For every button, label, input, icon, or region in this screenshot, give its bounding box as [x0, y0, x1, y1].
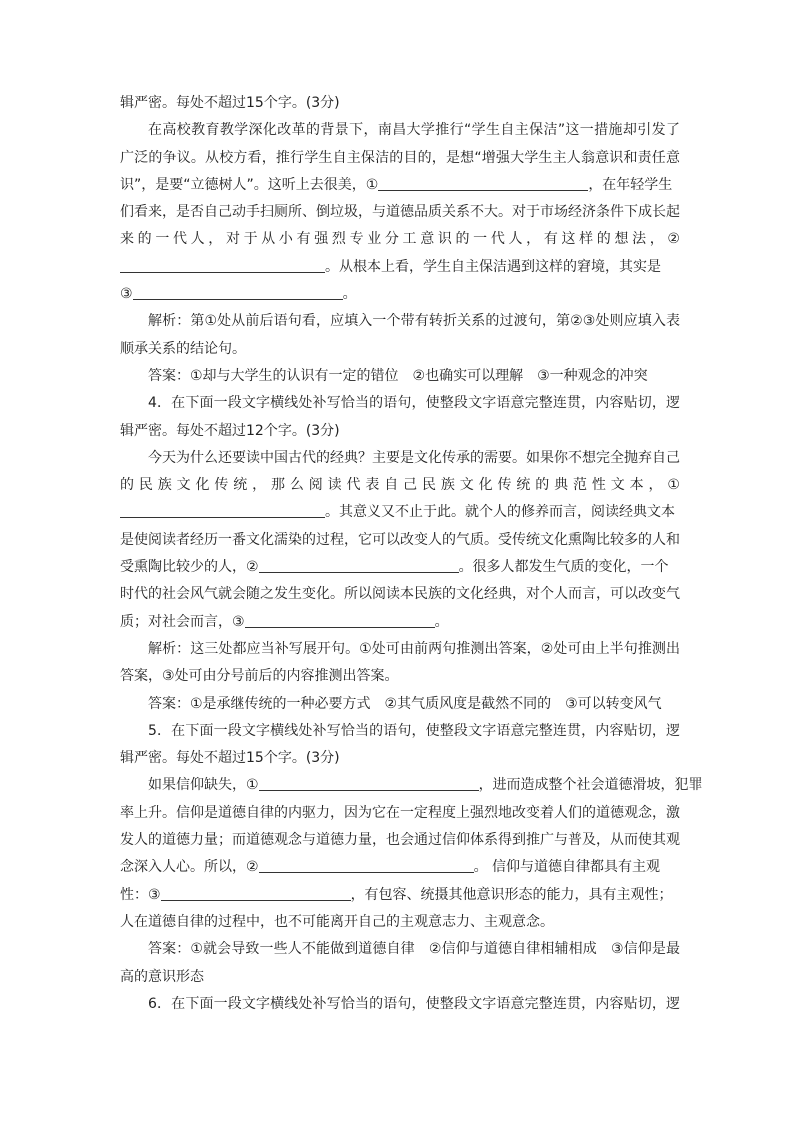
answer-line: 答案：①是承继传统的一种必要方式 ②其气质风度是截然不同的 ③可以转变风气 [148, 695, 662, 712]
answer-line: 答案：①却与大学生的认识有一定的错位 ②也确实可以理解 ③一种观念的冲突 [148, 367, 648, 384]
text-line: 辑严密。每处不超过15个字。(3分) [120, 95, 340, 111]
fill-blank-line[interactable] [378, 174, 588, 191]
text-line: 性：③ ，有包容、统摄其他意识形态的能力，具有主观性； [120, 882, 680, 909]
text-line: 如果信仰缺失，① ，进而造成整个社会道德滑坡，犯罪 [120, 772, 680, 799]
text-line: 受熏陶比较少的人，② 。很多人都发生气质的变化，一个 [120, 554, 680, 581]
text-line: 在高校教育教学深化改革的背景下，南昌大学推行“学生自主保洁”这一措施却引发了 [148, 122, 680, 139]
text-line: 辑严密。每处不超过15个字。(3分) [120, 750, 340, 767]
fill-blank-line[interactable] [133, 283, 343, 300]
text-line: 广泛的争议。从校方看，推行学生自主保洁的目的，是想“增强大学生主人翁意识和责任意 [120, 149, 680, 166]
text-line: 高的意识形态 [120, 968, 204, 985]
text-line: 人在道德自律的过程中，也不可能离开自己的主观意志力、主观意念。 [120, 913, 554, 930]
fill-blank-line[interactable] [161, 884, 351, 901]
text-line: 念深入人心。所以，② 。 信仰与道德自律都具有主观 [120, 854, 680, 881]
question-heading: 5．在下面一段文字横线处补写恰当的语句，使整段文字语意完整连贯，内容贴切，逻 [148, 722, 680, 739]
text-line: ③ 。 [120, 281, 680, 308]
fill-blank-line[interactable] [259, 774, 479, 791]
text-line: 辑严密。每处不超过12个字。(3分) [120, 422, 340, 439]
fill-blank-line[interactable] [120, 501, 325, 518]
text-line: 解析：这三处都应当补写展开句。①处可由前两句推测出答案，②处可由上半句推测出 [148, 640, 680, 657]
text-line: 。从根本上看，学生自主保洁遇到这样的窘境，其实是 [120, 254, 680, 281]
text-line: 发人的道德力量；而道德观念与道德力量，也会通过信仰体系得到推广与普及，从而使其观 [120, 832, 680, 849]
answer-line: 答案：①就会导致一些人不能做到道德自律 ②信仰与道德自律相辅相成 ③信仰是最 [148, 941, 680, 958]
text-line: 答案，③处可由分号前后的内容推测出答案。 [120, 668, 399, 685]
text-line: 识”，是要“立德树人”。这听上去很美，① ，在年轻学生 [120, 172, 680, 199]
question-heading: 4．在下面一段文字横线处补写恰当的语句，使整段文字语意完整连贯，内容贴切，逻 [148, 395, 680, 412]
text-line: 率上升。信仰是道德自律的内驱力，因为它在一定程度上强烈地改变着人们的道德观念，激 [120, 804, 680, 821]
text-line: 今天为什么还要读中国古代的经典？主要是文化传承的需要。如果你不想完全抛弃自己 [148, 449, 680, 466]
document-page [120, 90, 703, 1018]
text-line: 时代的社会风气就会随之发生变化。所以阅读本民族的文化经典，对个人而言，可以改变气 [120, 586, 680, 603]
fill-blank-line[interactable] [245, 611, 435, 628]
text-line: 质；对社会而言，③ 。 [120, 609, 680, 636]
text-line: 解析：第①处从前后语句看，应填入一个带有转折关系的过渡句，第②③处则应填入表 [148, 313, 680, 330]
text-line: 顺承关系的结论句。 [120, 340, 246, 357]
text-line: 是使阅读者经历一番文化濡染的过程，它可以改变人的气质。受传统文化熏陶比较多的人和 [120, 531, 680, 548]
fill-blank-line[interactable] [120, 256, 325, 273]
text-line: 来的一代人，对于从小有强烈专业分工意识的一代人，有这样的想法，② [120, 231, 680, 248]
fill-blank-line[interactable] [259, 556, 459, 573]
text-line: 们看来，是否自己动手扫厕所、倒垃圾，与道德品质关系不大。对于市场经济条件下成长起 [120, 204, 680, 221]
text-line: 的民族文化传统，那么阅读代表自己民族文化传统的典范性文本，① [120, 477, 680, 494]
fill-blank-line[interactable] [259, 856, 474, 873]
text-line: 。其意义又不止于此。就个人的修养而言，阅读经典文本 [120, 499, 680, 526]
question-heading: 6．在下面一段文字横线处补写恰当的语句，使整段文字语意完整连贯，内容贴切，逻 [148, 995, 680, 1012]
